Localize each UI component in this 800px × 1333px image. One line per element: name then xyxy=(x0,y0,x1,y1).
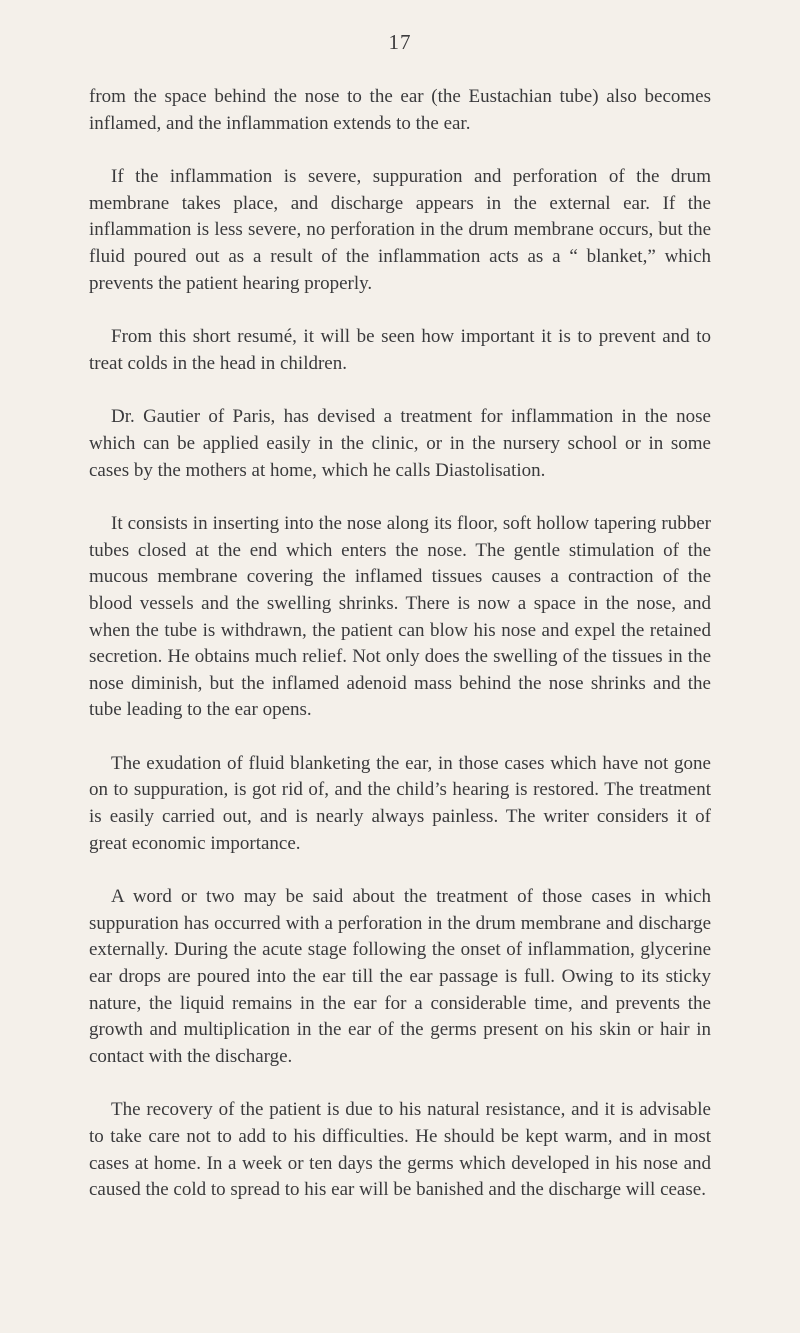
paragraph-gautier-treatment: Dr. Gautier of Paris, has devised a treatment for inflammation in the nose which can be applied easily in the clinic, or in the nursery school or in some cases by the mothers at home, which he calls Diastolisation. xyxy=(89,406,711,481)
paragraph-suppuration-treatment: A word or two may be said about the treatment of those cases in which suppuration has occurred with a perforation in the drum membrane and discharge externally. During the acute stage following the onset of inflammation, glycerine ear drops are poured into the ear till the ear passage is full. Owing to its sticky nature, the liquid remains in the ear for a considerable time, and prevents the growth and multiplication in the ear of the germs present on his skin or hair in contact with the discharge. xyxy=(89,886,711,1067)
paragraph-continuation: from the space behind the nose to the ear (the Eustachian tube) also becomes inflamed, and the inflammation extends to the ear. xyxy=(89,86,711,134)
page-number: 17 xyxy=(388,30,412,54)
paragraph-recovery: The recovery of the patient is due to his natural resistance, and it is advisable to take care not to add to his difficulties. He should be kept warm, and in most cases at home. In a week or ten days the germs which developed in his nose and caused the cold to spread to his ear will be banished and the discharge will cease. xyxy=(89,1099,711,1201)
paragraph-exudation: The exudation of fluid blanketing the ear, in those cases which have not gone on to suppuration, is got rid of, and the child’s hearing is restored. The treatment is easily carried out, and is nearly always painless. The writer considers it of great economic importance. xyxy=(89,752,711,854)
paragraph-inflammation-severity: If the inflammation is severe, suppuration and perforation of the drum membrane takes place, and discharge appears in the external ear. If the inflammation is less severe, no perforation in the drum membrane occurs, but the fluid poured out as a result of the inflammation acts as a “ blanket,” which prevents the patient hearing properly. xyxy=(89,166,711,294)
body-text xyxy=(89,84,711,1204)
paragraph-resume: From this short resumé, it will be seen how important it is to prevent and to treat colds in the head in children. xyxy=(89,326,711,374)
paragraph-procedure: It consists in inserting into the nose along its floor, soft hollow tapering rubber tubes closed at the end which enters the nose. The gentle stimulation of the mucous membrane covering the inflamed tissues causes a contraction of the blood vessels and the swelling shrinks. There is now a space in the nose, and when the tube is withdrawn, the patient can blow his nose and expel the retained secretion. He obtains much relief. Not only does the swelling of the tissues in the nose diminish, but the inflamed adenoid mass behind the nose shrinks and the tube leading to the ear opens. xyxy=(89,513,711,721)
